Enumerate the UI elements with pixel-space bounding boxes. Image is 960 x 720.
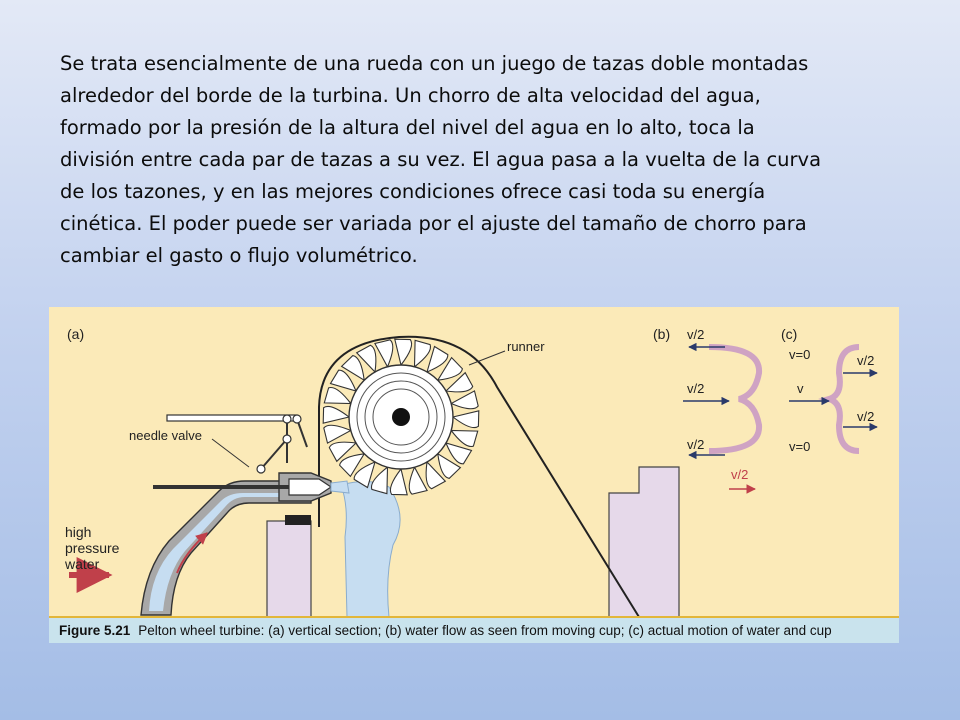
runner-cup [415,340,431,367]
runner-cup [453,411,479,428]
runner-cup [371,467,387,494]
runner-cup [451,391,478,409]
spent-water [341,481,400,617]
panel-b-bottom-label: v/2 [687,437,705,452]
runner-cup [324,425,351,443]
runner-cup [324,387,351,403]
panel-b-top-label: v/2 [687,327,705,342]
description-paragraph [60,48,900,272]
pelton-diagram [49,307,899,617]
turbine-casing [267,337,679,617]
panel-c-middle-label: v [797,381,804,396]
paragraph-line: de los tazones, y en las mejores condiciones ofrece casi toda su energía [60,180,766,203]
needle-linkage [167,415,307,473]
runner-cup [451,431,478,447]
runner-cup [323,406,349,423]
runner-label: runner [507,339,545,354]
paragraph-line: división entre cada par de tazas a su vez. El agua pasa a la vuelta de la curva [60,148,822,171]
panel-c-top-right-label: v/2 [857,353,875,368]
runner-cup [395,339,412,365]
paragraph-line: formado por la presión de la altura del nivel del agua en lo alto, toca la [60,116,755,139]
paragraph-line: alrededor del borde de la turbina. Un chorro de alta velocidad del agua, [60,84,761,107]
panel-c-bottom-left-label: v=0 [789,439,811,454]
panel-c-top-left-label: v=0 [789,347,811,362]
runner-wheel [323,339,479,495]
paragraph-line: cinética. El poder puede ser variada por el ajuste del tamaño de chorro para [60,212,807,235]
inlet-label-line: pressure [65,540,120,556]
panel-b-middle-label: v/2 [687,381,705,396]
paragraph-line: cambiar el gasto o flujo volumétrico. [60,244,418,267]
pelton-turbine-figure [49,307,899,643]
panel-c-label: (c) [781,326,798,342]
figure-caption [49,616,899,643]
needle-valve-leader [212,439,249,467]
runner-hub [392,408,410,426]
runner-cup [375,340,393,367]
panel-b-label: (b) [653,326,671,342]
runner-cup [390,469,407,495]
figure-caption-label: Figure 5.21 [59,623,131,638]
needle-valve-label: needle valve [129,428,202,443]
inlet-label-line: high [65,524,92,540]
panel-c-bottom-right-label: v/2 [857,409,875,424]
paragraph-line: Se trata esencialmente de una rueda con un juego de tazas doble montadas [60,52,809,75]
panel-b [653,326,759,489]
inlet-label-line: water [65,556,100,572]
panel-a-label: (a) [67,326,85,342]
panel-c [781,326,877,454]
figure-caption-text: Pelton wheel turbine: (a) vertical section; (b) water flow as seen from moving cup; (c) actual motion of water and cup [138,623,832,638]
panel-b-cup-motion-label: v/2 [731,467,749,482]
runner-cup [409,467,427,494]
